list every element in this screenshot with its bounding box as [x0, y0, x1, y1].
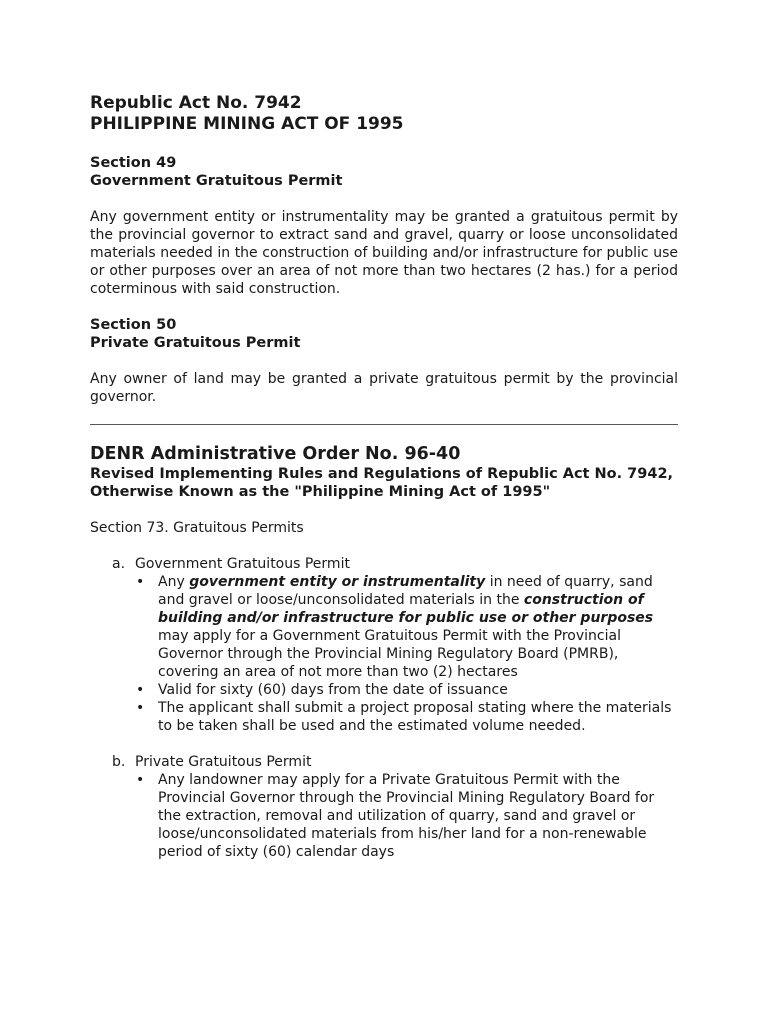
- section-49-title: Government Gratuitous Permit: [90, 173, 343, 189]
- bullet-text: Private Gratuitous Permit: [381, 772, 559, 788]
- act-subtitle: PHILIPPINE MINING ACT OF 1995: [90, 114, 404, 134]
- bullet-text: sixty (60) days: [219, 682, 324, 698]
- bullet-item: [90, 699, 678, 735]
- private-permit-bullets: [90, 771, 678, 861]
- bullet-text: Valid for: [158, 682, 220, 698]
- bullet-text: Provincial Mining Regulatory Board: [386, 790, 631, 806]
- denr-order-subtitle: Revised Implementing Rules and Regulations of Republic Act No. 7942, Otherwise Known as the "Philippine Mining Act of 1995": [90, 466, 674, 500]
- bullet-icon: •: [136, 682, 145, 698]
- permit-title: Government Gratuitous Permit: [135, 556, 350, 572]
- bullet-item: [90, 573, 678, 681]
- bullet-icon: •: [136, 574, 145, 590]
- list-item: [90, 555, 678, 573]
- bullet-text: in need of quarry, sand and gravel or loose/unconsolidated materials in the: [158, 574, 653, 608]
- bullet-text: Government Gratuitous Permit: [272, 628, 488, 644]
- bullet-text: from the date of issuance: [323, 682, 508, 698]
- bullet-text: with the Provincial Governor through the: [158, 772, 620, 806]
- bullet-text: The applicant shall submit a project proposal stating where the materials to be taken shall be used and the estimated volume needed.: [158, 700, 672, 734]
- section-73-heading: Section 73. Gratuitous Permits: [90, 520, 304, 536]
- government-permit-bullets: [90, 573, 678, 735]
- bullet-text: Any landowner may apply for a: [158, 772, 382, 788]
- section-50-body: Any owner of land may be granted a private gratuitous permit by the provincial governor.: [90, 371, 678, 405]
- permit-list: [90, 555, 678, 573]
- bullet-icon: •: [136, 772, 145, 788]
- bullet-text: with the Provincial Governor through the Provincial Mining Regulatory Board (PMRB), covering an area of not more than two (2) hectares: [158, 628, 621, 680]
- bullet-text: Any: [158, 574, 190, 590]
- list-marker: b.: [112, 754, 126, 770]
- section-49-body: Any government entity or instrumentality may be granted a gratuitous permit by the provincial governor to extract sand and gravel, quarry or loose unconsolidated materials needed in the construction of building and/or infrastructure for public use or other purposes over an area of not more than two hectares (2 has.) for a period coterminous with said construction.: [90, 209, 678, 297]
- section-49-heading: Section 49: [90, 155, 177, 171]
- bullet-text: construction of building and/or infrastructure for public use or other purposes: [158, 592, 654, 626]
- section-50-heading: Section 50: [90, 317, 177, 333]
- act-title: Republic Act No. 7942: [90, 93, 302, 113]
- bullet-item: [90, 681, 678, 699]
- bullet-text: may apply for a: [158, 628, 273, 644]
- bullet-text: for the extraction, removal and utilization of quarry, sand and gravel or loose/unconsolidated materials from his/her land for a non-renewable period of sixty (60) calendar days: [158, 790, 655, 860]
- list-marker: a.: [112, 556, 126, 572]
- section-50-title: Private Gratuitous Permit: [90, 335, 301, 351]
- permit-list: [90, 753, 678, 771]
- denr-order-title: DENR Administrative Order No. 96-40: [90, 444, 461, 464]
- document-content: [90, 93, 678, 861]
- list-item: [90, 753, 678, 771]
- bullet-item: [90, 771, 678, 861]
- permit-title: Private Gratuitous Permit: [135, 754, 312, 770]
- bullet-text: government entity or instrumentality: [189, 574, 486, 590]
- bullet-icon: •: [136, 700, 145, 716]
